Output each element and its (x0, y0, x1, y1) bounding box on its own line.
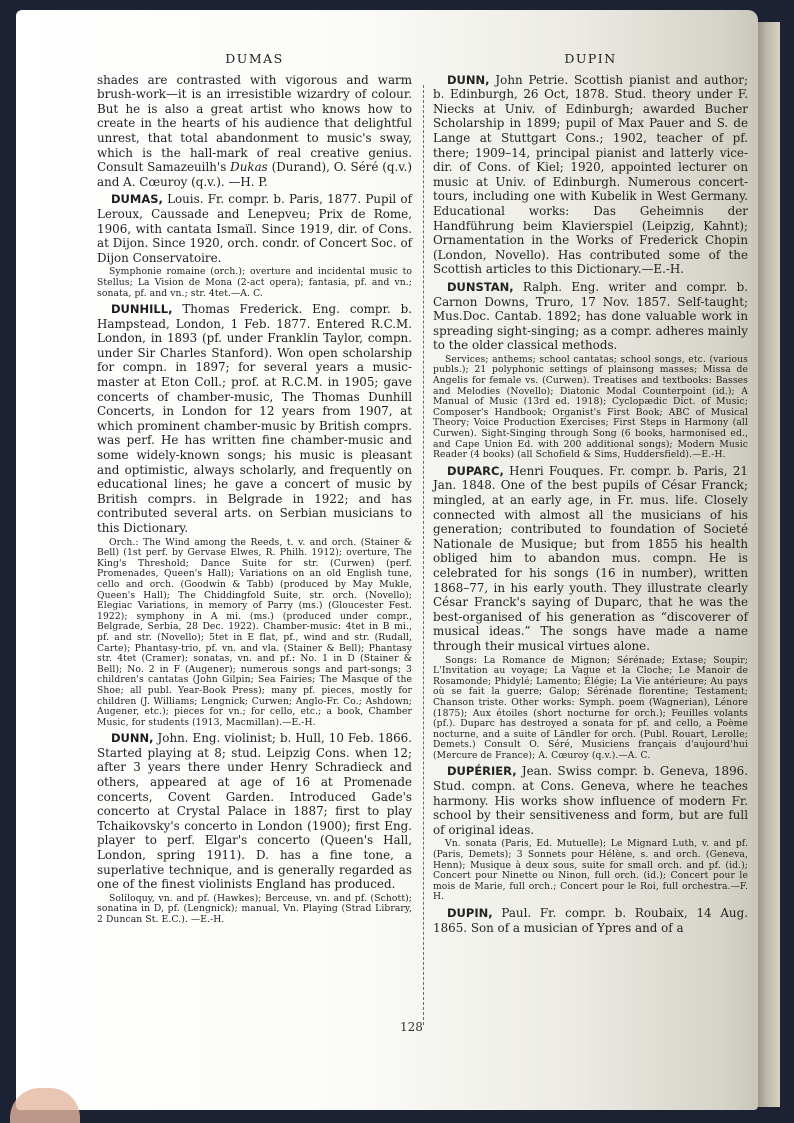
running-head-right: DUPIN (564, 51, 617, 66)
left-column (97, 52, 412, 926)
continuation-paragraph: shades are contrasted with vigorous and warm brush-work—it is an irresistible wizardry of colour. But he is also a great artist who knows how to create in the hearts of his audience that delightful unrest, that total abandonment to music's sway, which is the hall-mark of real creative genius. Consult Samazeuilh's Dukas (Durand), O. Séré (q.v.) and A. Cœuroy (q.v.). —H. P. (97, 72, 412, 189)
headword: DUMAS, (111, 192, 163, 207)
entry-dunstan: DUNSTAN, Ralph. Eng. writer and compr. b. Carnon Downs, Truro, 17 Nov. 1857. Self-taught; Mus.Doc. Cantab. 1892; has done valuable work in spreading sight-singing; as a compr. adheres mainly to the older classical methods. (433, 279, 748, 353)
headword: DUNN, (447, 72, 490, 87)
entry-dunhill: DUNHILL, Thomas Frederick. Eng. compr. b. Hampstead, London, 1 Feb. 1877. Entered R.C.M. London, in 1893 (pf. under Franklin Taylor, compn. under Sir Charles Stanford). Won open scholarship for compn. in 1897; for several years a music-master at Eton Coll.; prof. at R.C.M. in 1905; gave concerts of chamber-music, The Thomas Dunhill Concerts, in London for 12 years from 1907, at which prominent chamber-music by British comprs. was perf. He has written fine chamber-music and some widely-known songs; his music is pleasant and optimistic, always scholarly, and frequently on educational lines; he gave a concert of music by British comprs. in Belgrade in 1922; and has contributed several arts. on Serbian musicians to this Dictionary. (97, 302, 412, 535)
entry-duperier: DUPÉRIER, Jean. Swiss compr. b. Geneva, 1896. Stud. compn. at Cons. Geneva, where he teaches harmony. His works show influence of modern Fr. school by their sensitiveness and form, but are full of original ideas. (433, 764, 748, 837)
works-duperier: Vn. sonata (Paris, Ed. Mutuelle); Le Mignard Luth, v. and pf. (Paris, Demets); 3 Sonnets pour Hélène, s. and orch. (Geneva, Henn); Musique à deux sous, suite for small orch. and pf. (id.); Concert pour Ninette ou Ninon, full orch. (id.); Concert pour le mois de Marie, full orch.; Concert pour le Roi, full orchestra.—F. H. (433, 838, 748, 903)
entry-dupin: DUPIN, Paul. Fr. compr. b. Roubaix, 14 Aug. 1865. Son of a musician of Ypres and of a (433, 906, 748, 935)
right-column (433, 52, 748, 935)
entry-dunn-john-petrie: DUNN, John Petrie. Scottish pianist and author; b. Edinburgh, 26 Oct, 1878. Stud. theory under F. Niecks at Univ. of Edinburgh; awarded Bucher Scholarship in 1899; pupil of Max Pauer and S. de Lange at Stuttgart Cons.; 1902, teacher of pf. there; 1909–14, principal pianist and latterly vice-dir. of Cons. of Kiel; 1920, appointed lecturer on music at Univ. of Edinburgh. Numerous concert-tours, including one with Kubelik in West Germany. Educational works: Das Geheimnis der Handführung beim Klavierspiel (Leipzig, Kahnt); Ornamentation in the Works of Frederick Chopin (London, Novello). Has contributed some of the Scottish articles to this Dictionary.—E.-H. (433, 72, 748, 277)
works-dunhill: Orch.: The Wind among the Reeds, t. v. and orch. (Stainer & Bell) (1st perf. by Gervase Elwes, R. Philh. 1912); overture, The King's Threshold; Dance Suite for str. (Curwen) (perf. Promenades, Queen's Hall); Variations on an old English tune, cello and orch. (Goodwin & Tabb) (produced by May Mukle, Queen's Hall); The Chiddingfold Suite, str. orch. (Novello); Elegiac Variations, in memory of Parry (ms.) (Gloucester Fest. 1922); symphony in A mi. (ms.) (produced under compr., Belgrade, Serbia, 28 Dec. 1922). Chamber-music: 4tet in B mi., pf. and str. (Novello); 5tet in E flat, pf., wind and str. (Rudall, Carte); Phantasy-trio, pf. vn. and vla. (Stainer & Bell); Phantasy str. 4tet (Cramer); sonatas, vn. and pf.: No. 1 in D (Stainer & Bell); No. 2 in F (Augener); numerous songs and part-songs; 3 children's cantatas (John Gilpin; Sea Fairies; The Masque of the Shoe; all publ. Year-Book Press); many pf. pieces, mostly for children (J. Williams; Lengnick; Curwen; Anglo-Fr. Co.; Ashdown; Augener, etc.); pieces for vn.; for cello, etc.; a book, Chamber Music, for students (1913, Macmillan).—E.-H. (97, 536, 412, 728)
entry-duparc: DUPARC, Henri Fouques. Fr. compr. b. Paris, 21 Jan. 1848. One of the best pupils of César Franck; mingled, at an early age, in Fr. mus. life. Closely connected with almost all the musicians of his generation; contributed to foundation of Societé Nationale de Musique; but from 1855 his health obliged him to abandon mus. compn. He is celebrated for his songs (16 in number), written 1868–77, in his early youth. They illustrate clearly César Franck's saying of Duparc, that he was the best-organised of his generation as “discoverer of musical ideas.” The songs have made a name through their musical virtues alone. (433, 463, 748, 653)
running-head-left: DUMAS (225, 51, 284, 66)
headword: DUPARC, (447, 463, 504, 478)
headword: DUPIN, (447, 906, 493, 920)
page-number: 128 (400, 1020, 423, 1034)
works-dumas-louis: Symphonie romaine (orch.); overture and incidental music to Stellus; La Vision de Mona (2-act opera); fantasia, pf. and vn.; sonata, pf. and vn.; str. 4tet.—A. C. (97, 266, 412, 299)
entry-dumas-louis: DUMAS, Louis. Fr. compr. b. Paris, 1877. Pupil of Leroux, Caussade and Lenepveu; Prix de Rome, 1906, with cantata Ismaïl. Since 1919, dir. of Cons. at Dijon. Since 1920, orch. condr. of Concert Soc. of Dijon Conservatoire. (97, 192, 412, 265)
book-page-edges (758, 22, 780, 1107)
headword: DUPÉRIER, (447, 764, 517, 779)
headword: DUNN, (111, 731, 154, 746)
works-duparc: Songs: La Romance de Mignon; Sérénade; Extase; Soupir; L'Invitation au voyage; La Vague et la Cloche; Le Manoir de Rosamonde; Phidylé; Lamento; Élégie; La Vie antérieure; Au pays où se fait la guerre; Galop; Sérénade florentine; Testament; Chanson triste. Other works: Symph. poem (Wagnerian), Lénore (1875); Aux étoiles (short nocturne for orch.); Feuilles volants (pf.). Duparc has destroyed a sonata for pf. and cello, a Poème nocturne, and a suite of Ländler for orch. (Publ. Rouart, Lerolle; Demets.) Consult O. Séré, Musiciens français d'aujourd'hui (Mercure de France); A. Cœuroy (q.v.).—A. C. (433, 654, 748, 761)
headword: DUNHILL, (111, 302, 173, 317)
column-rule (423, 85, 424, 1025)
works-dunn-john: Soliloquy, vn. and pf. (Hawkes); Berceuse, vn. and pf. (Schott); sonatina in D, pf. (Lengnick); manual, Vn. Playing (Strad Library, 2 Duncan St. E.C.). —E.-H. (97, 892, 412, 925)
headword: DUNSTAN, (447, 279, 514, 294)
entry-dunn-john: DUNN, John. Eng. violinist; b. Hull, 10 Feb. 1866. Started playing at 8; stud. Leipzig Cons. when 12; after 3 years there under Henry Schradieck and others, appeared at age of 16 at Promenade concerts, Covent Garden. Introduced Gade's concerto at Crystal Palace in 1887; first to play Tchaikovsky's concerto in London (1900); first Eng. player to perf. Elgar's concerto (Queen's Hall, London, spring 1911). D. has a fine tone, a superlative technique, and is generally regarded as one of the finest violinists England has produced. (97, 731, 412, 892)
works-dunstan: Services; anthems; school cantatas; school songs, etc. (various publs.); 21 polyphonic settings of plainsong masses; Missa de Angelis for female vs. (Curwen). Treatises and textbooks: Basses and Melodies (Novello); Diatonic Modal Counterpoint (id.); A Manual of Music (13rd ed. 1918); Cyclopædic Dict. of Music; Composer's Handbook; Organist's First Book; ABC of Musical Theory; Voice Production Exercises; First Steps in Harmony (all Curwen). Sight-Singing through Song (6 books, harmonised ed., and Cape Union Ed. with 200 additional songs); Modern Music Reader (4 books) (all Schofield & Sims, Huddersfield).—E.-H. (433, 353, 748, 461)
